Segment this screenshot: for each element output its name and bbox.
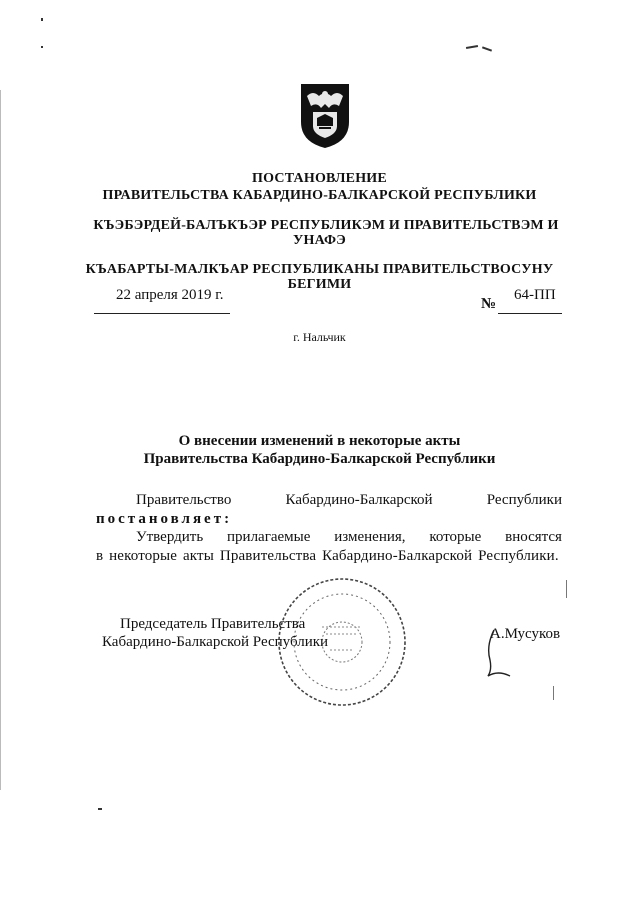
signatory-title-line-1: Председатель Правительства bbox=[120, 616, 306, 632]
subject-line-2: Правительства Кабардино-Балкарской Республики bbox=[143, 451, 496, 467]
issuer-title: ПРАВИТЕЛЬСТВА КАБАРДИНО-БАЛКАРСКОЙ РЕСПУБЛИКИ bbox=[102, 188, 537, 203]
issuer-title-kabardian-line-2: УНАФЭ bbox=[293, 233, 346, 248]
decree-number: 64-ПП bbox=[514, 287, 556, 303]
date-underline bbox=[94, 313, 230, 314]
scan-speck bbox=[566, 580, 567, 598]
scan-speck bbox=[41, 46, 43, 48]
body-word: вносятся bbox=[505, 529, 562, 545]
city: г. Нальчик bbox=[293, 330, 346, 344]
body-word: изменения, bbox=[334, 529, 406, 545]
scan-speck bbox=[553, 686, 554, 700]
decree-date: 22 апреля 2019 г. bbox=[116, 287, 224, 303]
body-paragraph-2-line-2: в некоторые акты Правительства Кабардино-Балкарской Республики. bbox=[96, 548, 559, 564]
subject-line-1: О внесении изменений в некоторые акты bbox=[178, 433, 461, 449]
body-word: прилагаемые bbox=[227, 529, 311, 545]
body-word: Правительство bbox=[136, 492, 232, 508]
issuer-title-balkar-line-1: КЪАБАРТЫ-МАЛКЪАР РЕСПУБЛИКАНЫ ПРАВИТЕЛЬСТВОСУНУ bbox=[85, 262, 554, 277]
scan-speck bbox=[482, 46, 492, 51]
number-symbol: № bbox=[481, 296, 497, 312]
number-underline bbox=[498, 313, 562, 314]
issuer-title-kabardian-line-1: КЪЭБЭРДЕЙ-БАЛЪКЪЭР РЕСПУБЛИКЭМ И ПРАВИТЕЛЬСТВЭМ И bbox=[93, 218, 559, 233]
signatory-title-line-2: Кабардино-Балкарской Республики bbox=[102, 634, 329, 650]
scan-speck bbox=[98, 808, 102, 810]
scan-speck bbox=[41, 18, 43, 21]
coat-of-arms-emblem bbox=[299, 82, 351, 150]
body-word: Утвердить bbox=[136, 529, 204, 545]
body-word: которые bbox=[429, 529, 482, 545]
signatory-name: А.Мусуков bbox=[490, 626, 561, 642]
body-word: Кабардино-Балкарской bbox=[285, 492, 433, 508]
scan-speck bbox=[466, 45, 478, 49]
issuer-title-balkar-line-2: БЕГИМИ bbox=[287, 277, 352, 292]
body-paragraph-1 bbox=[136, 492, 562, 509]
body-word: Республики bbox=[486, 492, 562, 508]
document-type-title: ПОСТАНОВЛЕНИЕ bbox=[252, 171, 387, 186]
decree-verb: постановляет: bbox=[96, 511, 233, 527]
body-paragraph-2-line-1 bbox=[136, 529, 562, 546]
handwritten-signature bbox=[480, 626, 540, 686]
